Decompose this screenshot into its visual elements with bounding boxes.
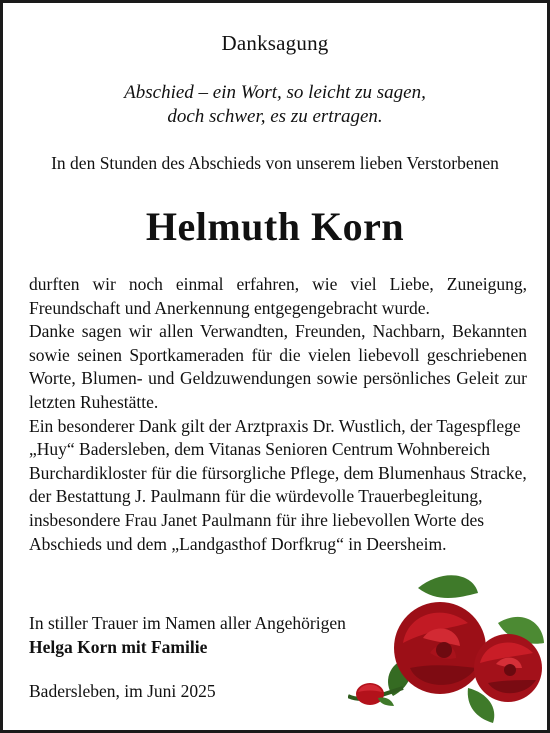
deceased-name: Helmuth Korn — [145, 204, 405, 249]
signer: Helga Korn mit Familie — [29, 637, 208, 657]
notice-heading: Danksagung — [221, 31, 329, 55]
closing-line: In stiller Trauer im Namen aller Angehörigen — [29, 613, 346, 633]
intro-line: In den Stunden des Abschieds von unserem lieben Verstorbenen — [51, 153, 499, 173]
paragraph: Danke sagen wir allen Verwandten, Freunden, Nachbarn, Bekannten sowie seinen Sportkameraden für die vielen liebevoll geschriebenen Worte, Blumen- und Geldzuwendungen sowie persönliches Geleit zur letzten Ruhestätte. — [29, 321, 527, 412]
motto — [3, 81, 547, 129]
motto-line: Abschied – ein Wort, so leicht zu sagen, — [124, 82, 426, 103]
rose-large — [394, 602, 486, 694]
thank-you-text — [29, 273, 527, 556]
paragraph: Ein besonderer Dank gilt der Arztpraxis Dr. Wustlich, der Tagespflege „Huy“ Badersleben, dem Vitanas Senioren Centrum Wohnbereich Burchardikloster für die fürsorgliche Pflege, dem Blumenhaus Stracke, der Bestattung J. Paulmann für die würdevolle Trauerbegleitung, insbesondere Frau Janet Paulmann für ihre liebevollen Worte des Abschieds und dem „Landgasthof Dorfkrug“ in Deersheim. — [29, 415, 527, 554]
red-roses-image — [348, 568, 548, 728]
leaf-shape — [418, 575, 478, 598]
closing-block — [29, 611, 346, 659]
place-date: Badersleben, im Juni 2025 — [29, 681, 216, 701]
rose-right — [474, 634, 542, 702]
motto-line: doch schwer, es zu ertragen. — [167, 106, 383, 127]
paragraph: durften wir noch einmal erfahren, wie viel Liebe, Zuneigung, Freundschaft und Anerkennung entgegengebracht wurde. — [29, 274, 527, 318]
